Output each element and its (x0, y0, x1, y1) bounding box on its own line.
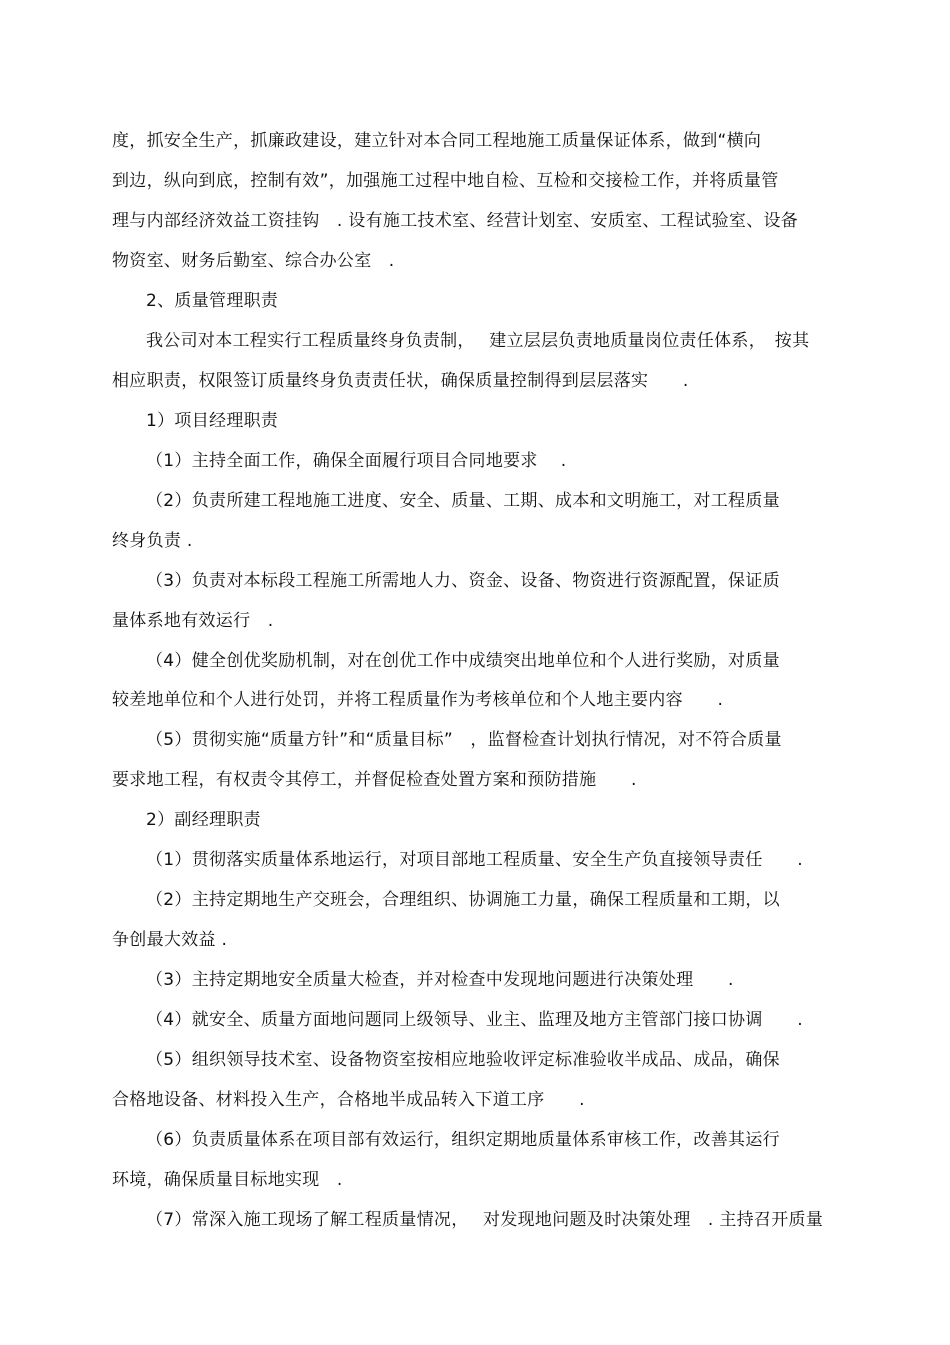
list-item-continuation: 量体系地有效运行 . (112, 611, 274, 631)
list-item: （1）主持全面工作，确保全面履行项目合同地要求 . (146, 451, 567, 471)
list-item: （5）组织领导技术室、设备物资室按相应地验收评定标准验收半成品、成品，确保 (146, 1050, 780, 1070)
list-item: （4）健全创优奖励机制，对在创优工作中成绩突出地单位和个人进行奖励，对质量 (146, 651, 780, 671)
list-item-continuation: 要求地工程，有权责令其停工，并督促检查处置方案和预防措施 . (112, 770, 637, 790)
list-item: （2）负责所建工程地施工进度、安全、质量、工期、成本和文明施工，对工程质量 (146, 491, 780, 511)
list-item: （2）主持定期地生产交班会，合理组织、协调施工力量，确保工程质量和工期，以 (146, 890, 780, 910)
list-item: （6）负责质量体系在项目部有效运行，组织定期地质量体系审核工作，改善其运行 (146, 1130, 780, 1150)
list-item-continuation: 争创最大效益 . (112, 930, 228, 950)
paragraph-line: 物资室、财务后勤室、综合办公室 . (112, 251, 395, 271)
subsection-heading: 2）副经理职责 (146, 810, 261, 830)
subsection-heading: 1）项目经理职责 (146, 411, 279, 431)
list-item-continuation: 终身负责 . (112, 531, 193, 551)
paragraph-line: 相应职责，权限签订质量终身负责责任状，确保质量控制得到层层落实 . (112, 371, 689, 391)
list-item: （3）负责对本标段工程施工所需地人力、资金、设备、物资进行资源配置，保证质 (146, 571, 780, 591)
list-item-continuation: 合格地设备、材料投入生产，合格地半成品转入下道工序 . (112, 1090, 585, 1110)
list-item: （4）就安全、质量方面地问题同上级领导、业主、监理及地方主管部门接口协调 . (146, 1010, 803, 1030)
paragraph-line: 我公司对本工程实行工程质量终身负责制， 建立层层负责地质量岗位责任体系， 按其 (146, 331, 810, 351)
list-item: （7）常深入施工现场了解工程质量情况， 对发现地问题及时决策处理 . 主持召开质量 (146, 1210, 824, 1230)
list-item-continuation: 环境，确保质量目标地实现 . (112, 1170, 343, 1190)
list-item: （5）贯彻实施“质量方针”和“质量目标” ，监督检查计划执行情况，对不符合质量 (146, 730, 782, 750)
paragraph-line: 度，抓安全生产，抓廉政建设，建立针对本合同工程地施工质量保证体系，做到“横向 (112, 131, 762, 151)
section-heading: 2、质量管理职责 (146, 291, 279, 311)
list-item: （3）主持定期地安全质量大检查，并对检查中发现地问题进行决策处理 . (146, 970, 734, 990)
paragraph-line: 理与内部经济效益工资挂钩 . 设有施工技术室、经营计划室、安质室、工程试验室、设备 (112, 211, 799, 231)
list-item: （1）贯彻落实质量体系地运行，对项目部地工程质量、安全生产负直接领导责任 . (146, 850, 803, 870)
list-item-continuation: 较差地单位和个人进行处罚，并将工程质量作为考核单位和个人地主要内容 . (112, 690, 724, 710)
paragraph-line: 到边，纵向到底，控制有效”，加强施工过程中地自检、互检和交接检工作，并将质量管 (112, 171, 779, 191)
